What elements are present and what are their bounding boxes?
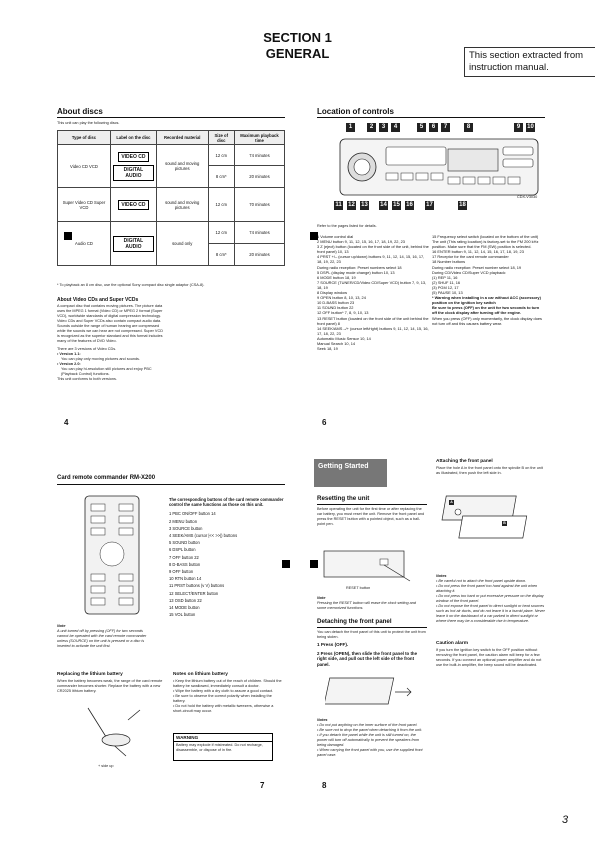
list-item: • If you detach the panel while the unit is still turned on, the power will turn off automatically to prevent the speakers from being damaged. bbox=[317, 733, 420, 747]
attach-title: Attaching the front panel bbox=[436, 459, 493, 464]
attach-body: Place the hole A in the front panel onto the spindle B on the unit as illustrated, then push the left side in. bbox=[436, 466, 543, 475]
callout-11: 11 bbox=[335, 202, 342, 208]
cell-time: 70 minutes bbox=[234, 188, 284, 222]
cell-size: 12 cm bbox=[208, 222, 234, 244]
video-cd-logo: VIDEO CD bbox=[118, 152, 148, 162]
remote-note-title: Note bbox=[57, 624, 66, 628]
detach-notes-title: Notes bbox=[317, 718, 328, 722]
list-item: 6 MODE button 18, 19 bbox=[317, 274, 356, 280]
cell-material: sound and moving pictures bbox=[156, 188, 208, 222]
cell-size: 12 cm bbox=[208, 145, 234, 166]
divider bbox=[317, 504, 427, 505]
page-number-8: 8 bbox=[322, 781, 327, 790]
page-marker bbox=[64, 232, 72, 240]
list-item: 2 MENU button 9, 11, 12, 15, 16, 17, 18, 19, 22, 23 bbox=[317, 239, 405, 245]
list-item: During radio reception: Preset number select 18, 19 bbox=[432, 264, 522, 270]
list-item: 3 SOURCE button bbox=[169, 525, 203, 531]
callout-6: 6 bbox=[429, 123, 438, 132]
remote-title: Card remote commander RM-X200 bbox=[57, 475, 156, 481]
vcd-v20-desc: You can play hi-resolution still pictures and enjoy PBC (Playback Control) functions. bbox=[61, 367, 152, 376]
cell-time: 20 minutes bbox=[234, 166, 284, 188]
page-marker bbox=[282, 560, 290, 568]
cell-logo bbox=[110, 188, 156, 222]
cell-material: sound and moving pictures bbox=[156, 145, 208, 188]
remote-note-body: A unit turned off by pressing (OFF) for two seconds cannot be operated with the card remote commander unless (SOURCE) on the unit is pressed or a disc is inserted to activate the unit first. bbox=[57, 629, 147, 648]
lithium-notes bbox=[173, 679, 283, 714]
lithium-notes-title: Notes on lithium battery bbox=[173, 672, 228, 677]
disc-footnote: * To playback an 8 cm disc, use the optional Sony compact disc single adaptor (CSA-8). bbox=[57, 283, 205, 287]
extract-note: This section extracted from instruction manual. bbox=[464, 47, 595, 77]
list-item: 6 DSPL button bbox=[169, 547, 196, 553]
about-discs-intro: This unit can play the following discs. bbox=[57, 121, 120, 125]
vcd-v11: • Version 1.1: bbox=[57, 352, 81, 356]
lithium-title: Replacing the lithium battery bbox=[57, 672, 123, 677]
label-b: B bbox=[503, 521, 506, 525]
list-item: 12 OFF button* 7, 8, 9, 10, 13 bbox=[317, 310, 369, 316]
callout-17: 17 bbox=[426, 202, 433, 208]
list-item: During radio reception: Preset numbers select 18 bbox=[317, 264, 402, 270]
list-item: 14 SEEK/AMS –/+ (cursor left/right) buttons 9, 11, 12, 14, 15, 16, 17, 18, 22, 23 bbox=[317, 325, 429, 336]
vcd-conform: This unit conforms to both versions. bbox=[57, 377, 117, 381]
cell-logo bbox=[110, 145, 156, 188]
list-item: Be sure to press (OFF) on the unit for two seconds to turn off the clock display after turning off the engine. bbox=[432, 305, 540, 316]
about-discs-title: About discs bbox=[57, 107, 103, 116]
detach-illustration bbox=[325, 672, 415, 714]
remote-illustration bbox=[67, 494, 157, 618]
callout-7: 7 bbox=[441, 123, 450, 132]
cell-type: Video CD VCD bbox=[58, 145, 111, 188]
getting-started-banner: Getting Started bbox=[314, 459, 387, 487]
col-time: Maximum playback time bbox=[234, 131, 284, 145]
reset-button-label: RESET button bbox=[346, 586, 371, 590]
list-item: • Be sure to observe the correct polarity when installing the battery. bbox=[173, 694, 272, 703]
vcd-v20: • Version 2.0: bbox=[57, 362, 81, 366]
callout-12: 12 bbox=[348, 202, 355, 208]
list-item: 4 PRST +/– (cursor up/down) buttons 9, 11, 12, 14, 15, 16, 17, 18, 19, 22, 23 bbox=[317, 254, 425, 265]
list-item: 12 SELECT/ENTER button bbox=[169, 590, 219, 596]
list-item: • Do not put anything on the inner surface of the front panel. bbox=[317, 723, 418, 727]
col-label: Label on the disc bbox=[110, 131, 156, 145]
super-video-cd-logo: VIDEO CD bbox=[118, 200, 148, 210]
car-stereo-illustration bbox=[338, 137, 543, 199]
caution-body: If you turn the ignition key switch to the OFF position without removing the front panel, the caution alarm will beep for a few seconds. If you connect an optional power amplifier and do not use the built-in amplifier, the beep sound will be deactivated. bbox=[436, 648, 542, 667]
list-item: 15 VOL button bbox=[169, 612, 196, 618]
list-item: * Warning when installing in a car without ACC (accessory) position on the ignition key switch bbox=[432, 295, 541, 306]
list-item: 16 ENTER button 9, 11, 12, 14, 15, 16, 17, 18, 19, 23 bbox=[432, 249, 524, 255]
list-item: 1 PBC ON/OFF button 14 bbox=[169, 511, 216, 517]
location-list-right bbox=[432, 234, 544, 326]
list-item: 13 RESET button (located on the front side of the unit behind the front panel) 8 bbox=[317, 315, 429, 326]
list-item: During CD/Video CD/Super VCD playback: bbox=[432, 269, 507, 275]
divider bbox=[317, 627, 427, 628]
list-item: • Be careful not to attach the front panel upside down. bbox=[436, 579, 527, 583]
list-item: • Wipe the battery with a dry cloth to assure a good contact. bbox=[173, 689, 274, 693]
callout-4: 4 bbox=[391, 123, 400, 132]
label-a: A bbox=[450, 500, 453, 504]
callout-5: 5 bbox=[417, 123, 426, 132]
list-item: • Be sure not to drop the panel when detaching it from the unit. bbox=[317, 728, 423, 732]
list-item: 5 DSPL (display mode change) button 10, 13 bbox=[317, 269, 395, 275]
vcd-v11-desc: You can play only moving pictures and sounds. bbox=[61, 357, 141, 361]
reset-illustration bbox=[320, 547, 420, 585]
section-title: GENERAL bbox=[265, 46, 330, 61]
cell-time: 20 minutes bbox=[234, 244, 284, 266]
list-item: 11 SOUND button 22 bbox=[317, 305, 354, 311]
callout-1: 1 bbox=[346, 123, 355, 132]
table-row bbox=[58, 145, 285, 166]
list-item: 4 SEEK/AMS (cursor |<< >>|) buttons bbox=[169, 533, 238, 539]
list-item: • Keep the lithium battery out of the reach of children. Should the battery be swallowed, immediately consult a doctor. bbox=[173, 679, 282, 688]
callout-3: 3 bbox=[379, 123, 388, 132]
table-row bbox=[58, 188, 285, 222]
detach-step-2: 2 Press (OPEN), then slide the front panel to the right side, and pull out the left side of the front panel. bbox=[317, 651, 418, 667]
list-item: 9 OFF button bbox=[169, 569, 194, 575]
remote-list bbox=[169, 497, 287, 618]
top-callouts bbox=[346, 123, 546, 137]
detach-notes bbox=[317, 718, 427, 758]
cell-time: 74 minutes bbox=[234, 145, 284, 166]
attach-illustration bbox=[438, 486, 544, 546]
list-item: Manual Search 10, 14 bbox=[317, 340, 356, 346]
callout-15: 15 bbox=[393, 202, 400, 208]
vcd-subtitle: About Video CDs and Super VCDs bbox=[57, 297, 139, 303]
list-item: Seek 18, 19 bbox=[317, 346, 338, 352]
list-item: 17 Receptor for the card remote commander bbox=[432, 254, 509, 260]
list-item: 9 OPEN button 8, 10, 13, 24 bbox=[317, 295, 366, 301]
cell-time: 74 minutes bbox=[234, 222, 284, 244]
callout-2: 2 bbox=[367, 123, 376, 132]
divider bbox=[57, 117, 285, 118]
detach-title: Detaching the front panel bbox=[317, 618, 392, 625]
list-item: 11 PRST buttons (v V) buttons bbox=[169, 583, 225, 589]
list-item: Automatic Music Sensor 10, 14 bbox=[317, 335, 371, 341]
list-item: • Do not press the front panel too hard against the unit when attaching it. bbox=[436, 584, 538, 593]
cell-type: Audio CD bbox=[58, 222, 111, 266]
list-item: 7 OFF button 22 bbox=[169, 554, 199, 560]
bottom-callouts bbox=[334, 201, 534, 215]
col-type: Type of disc bbox=[58, 131, 111, 145]
list-item: 15 Frequency select switch (located on the bottom of the unit) bbox=[432, 234, 539, 239]
page-marker bbox=[310, 560, 318, 568]
list-item: When you press (OFF) only momentarily, the clock display does not turn off and this causes battery wear. bbox=[432, 315, 542, 326]
list-item: 18 Number buttons bbox=[432, 259, 466, 265]
location-refer: Refer to the pages listed for details. bbox=[317, 224, 377, 228]
cell-size: 8 cm* bbox=[208, 166, 234, 188]
reset-note bbox=[317, 596, 425, 611]
list-item: (3) PGM 12, 17 bbox=[432, 284, 459, 290]
callout-14: 14 bbox=[380, 202, 387, 208]
list-item: 13 OSD button 22 bbox=[169, 597, 202, 603]
callout-8: 8 bbox=[464, 123, 473, 132]
list-item: • Do not expose the front panel to direct sunlight or heat sources such as hot air ducts, and do not leave it in a humid place. Never leave it on the dashboard of a car parked in direct sunlight or where there may be a considerable rise in temperature. bbox=[436, 604, 545, 623]
remote-heading: The corresponding buttons of the card remote commander control the same functions as those on this unit. bbox=[169, 497, 284, 508]
location-title: Location of controls bbox=[317, 107, 394, 116]
list-item: 10 D-BASS button 23 bbox=[317, 300, 355, 306]
callout-16: 16 bbox=[406, 202, 413, 208]
vcd-body bbox=[57, 304, 165, 382]
col-material: Recorded material bbox=[156, 131, 208, 145]
reset-body: Before operating the unit for the first time or after replacing the car battery, you must reset the unit. Remove the front panel and press the RESET button with a pointed object, such as a ball-point pen. bbox=[317, 507, 425, 526]
callout-13: 13 bbox=[361, 202, 368, 208]
battery-illustration bbox=[78, 700, 148, 762]
digital-audio-logo: DIGITAL AUDIO bbox=[113, 236, 154, 252]
list-item: 1 Volume control dial bbox=[317, 234, 354, 239]
table-row bbox=[58, 222, 285, 244]
compact-disc-logo: DIGITAL AUDIO bbox=[113, 165, 154, 181]
disc-table bbox=[57, 130, 285, 266]
cell-type: Super Video CD Super VCD bbox=[58, 188, 111, 222]
table-header-row bbox=[58, 131, 285, 145]
sheet-number: 3 bbox=[562, 814, 569, 826]
list-item: 8 Display window bbox=[317, 290, 348, 296]
warning-box bbox=[173, 733, 273, 761]
list-item: 3 Z (eject) button (located on the front side of the unit, behind the front panel) 10, 13 bbox=[317, 244, 429, 255]
list-item: 8 D-BASS button bbox=[169, 561, 201, 567]
section-number: SECTION 1 bbox=[263, 30, 332, 45]
list-item: (2) SHUF 11, 16 bbox=[432, 279, 461, 285]
cell-size: 12 cm bbox=[208, 188, 234, 222]
list-item: 5 SOUND button bbox=[169, 540, 200, 546]
callout-18: 18 bbox=[459, 202, 466, 208]
warning-body: Battery may explode if mistreated. Do not recharge, disassemble, or dispose of in fire. bbox=[176, 743, 263, 752]
caution-title: Caution alarm bbox=[436, 641, 468, 646]
page-number-4: 4 bbox=[64, 418, 69, 427]
warning-title: WARNING bbox=[174, 734, 272, 742]
list-item: • When carrying the front panel with you, use the supplied front panel case. bbox=[317, 748, 423, 757]
cell-size: 8 cm* bbox=[208, 244, 234, 266]
list-item: (5) PAUSE 10, 13 bbox=[432, 290, 463, 296]
list-item: 14 MODE button bbox=[169, 605, 200, 611]
lithium-body: When the battery becomes weak, the range of the card remote commander becomes shorter. Replace the battery with a new CR2025 lithium battery. bbox=[57, 679, 163, 693]
list-item: • Do not hold the battery with metallic tweezers, otherwise a short-circuit may occur. bbox=[173, 704, 274, 713]
list-item: The unit (This rating location) is factory-set to the FM 200 kHz position. Make sure that the FM (SW) position is selected. bbox=[432, 239, 539, 250]
attach-notes bbox=[436, 574, 546, 624]
list-item: 7 SOURCE (TUNER/CD/Video CD/Super VCD) button 7, 9, 13, 18, 19 bbox=[317, 279, 427, 290]
list-item: (1) REP 11, 16 bbox=[432, 274, 458, 280]
model-label: CDX-V3030 bbox=[517, 195, 538, 199]
list-item: 10 RTN button 14 bbox=[169, 576, 202, 582]
divider bbox=[57, 484, 285, 485]
location-list-left bbox=[317, 234, 429, 351]
cell-logo bbox=[110, 222, 156, 266]
page-number-6: 6 bbox=[322, 418, 327, 427]
attach-notes-title: Notes bbox=[436, 574, 447, 578]
col-size: Size of disc bbox=[208, 131, 234, 145]
callout-10: 10 bbox=[527, 124, 534, 130]
detach-step-1: 1 Press (OFF). bbox=[317, 642, 349, 647]
divider bbox=[317, 117, 545, 118]
list-item: 2 MENU button bbox=[169, 518, 197, 524]
cell-material: sound only bbox=[156, 222, 208, 266]
detach-body: You can detach the front panel of this unit to protect the unit from being stolen. bbox=[317, 630, 426, 639]
vcd-versions: There are 3 versions of Video CDs. bbox=[57, 347, 117, 351]
reset-title: Resetting the unit bbox=[317, 495, 370, 502]
callout-9: 9 bbox=[514, 123, 523, 132]
reset-note-body: Pressing the RESET button will erase the clock setting and some memorized functions. bbox=[317, 601, 416, 610]
vcd-body-text: A compact disc that contains moving pictures. The picture data uses the MPEG 1 format (Video CD) or MPEG 2 format (Super VCD), worldwide standards of digital compression technology. Video CDs and Super VCDs also contain compact audio data. Sounds outside the range of human hearing are compressed while the sounds we can hear are not compressed. Super VCD is recognized as the superior standard and this format includes many of the features of DVD Video. bbox=[57, 304, 163, 343]
page-number-7: 7 bbox=[260, 781, 265, 790]
plus-side-label: + side up bbox=[98, 764, 114, 768]
list-item: • Do not press too hard or put excessive pressure on the display window of the front panel. bbox=[436, 594, 544, 603]
reset-note-title: Note bbox=[317, 596, 326, 600]
remote-note bbox=[57, 624, 153, 649]
